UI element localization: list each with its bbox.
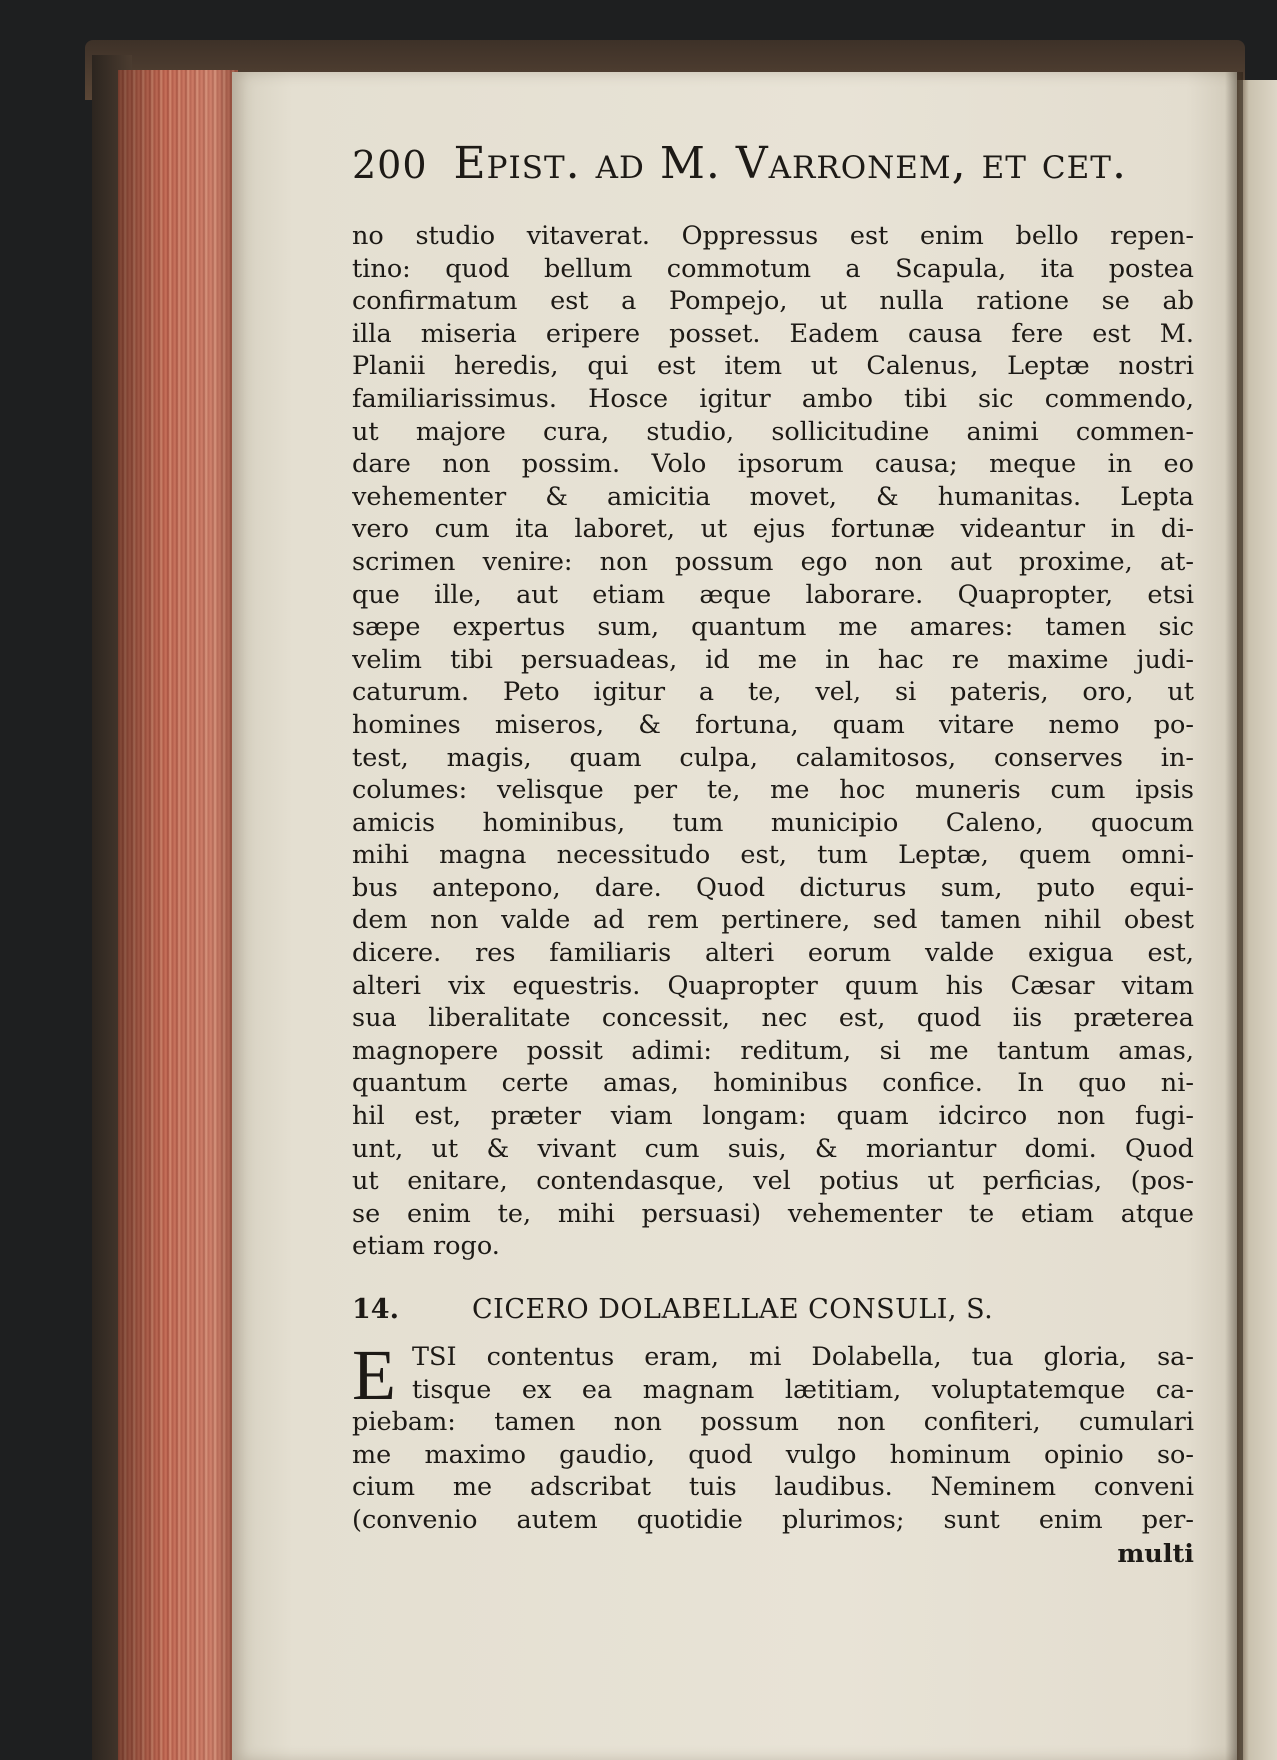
text-line: tino: quod bellum commotum a Scapula, ita postea [352,253,1194,284]
text-line: illa miseria eripere posset. Eadem causa fere est M. [352,318,1194,349]
letter-number: 14. [352,1294,399,1325]
text-line: mihi magna necessitudo est, tum Leptæ, quem omni- [352,840,1194,871]
page-edges-shade [118,70,238,1760]
text-line: caturum. Peto igitur a te, vel, si pateris, oro, ut [352,677,1194,708]
letter-heading [352,1285,1194,1335]
text-line: dare non possim. Volo ipsorum causa; meque in eo [352,449,1194,480]
text-line: homines miseros, & fortuna, quam vitare nemo po- [352,709,1194,740]
text-line: confirmatum est a Pompejo, ut nulla ratione se ab [352,286,1194,317]
text-line: Planii heredis, qui est item ut Calenus, Leptæ nostri [352,351,1194,382]
text-line: ut enitare, contendasque, vel potius ut perficias, (pos- [352,1166,1194,1197]
text-line: dem non valde ad rem pertinere, sed tamen nihil obest [352,905,1194,936]
text-line: columes: velisque per te, me hoc muneris cum ipsis [352,775,1194,806]
letter-line: tisque ex ea magnam lætitiam, voluptatemque ca- [412,1374,1194,1405]
gutter-shadow [1225,72,1243,1760]
text-line: ut majore cura, studio, sollicitudine animi commen- [352,416,1194,447]
running-head [352,138,1194,200]
text-line: vehementer & amicitia movet, & humanitas. Lepta [352,481,1194,512]
letter-title: CICERO DOLABELLAE CONSULI, S. [472,1294,994,1325]
text-line: que ille, aut etiam æque laborare. Quapropter, etsi [352,579,1194,610]
text-line: scrimen venire: non possum ego non aut proxime, at- [352,546,1194,577]
text-line: amicis hominibus, tum municipio Caleno, quocum [352,807,1194,838]
letter-line: (convenio autem quotidie plurimos; sunt enim per- [352,1504,1194,1535]
facing-page-sliver [1237,80,1277,1760]
text-line: familiarissimus. Hosce igitur ambo tibi sic commendo, [352,383,1194,414]
letter-line: me maximo gaudio, quod vulgo hominum opinio so- [352,1439,1194,1470]
text-line: etiam rogo. [352,1231,500,1262]
text-line: dicere. res familiaris alteri eorum valde exigua est, [352,938,1194,969]
text-line: hil est, præter viam longam: quam idcirco non fugi- [352,1101,1194,1132]
continuation-text [352,220,1194,1263]
text-line: alteri vix equestris. Quapropter quum his Cæsar vitam [352,970,1194,1001]
text-line: vero cum ita laboret, ut ejus fortunæ videantur in di- [352,514,1194,545]
text-line: magnopere possit adimi: reditum, si me tantum amas, [352,1035,1194,1066]
letter-body [352,1335,1194,1571]
text-line: unt, ut & vivant cum suis, & moriantur domi. Quod [352,1133,1194,1164]
running-head-title: Epist. ad M. Varronem, et cet. [453,138,1127,189]
text-line: sua liberalitate concessit, nec est, quod iis præterea [352,1003,1194,1034]
page-text [352,138,1194,1571]
page-number: 200 [352,143,428,187]
letter-line: cium me adscribat tuis laudibus. Neminem conveni [352,1472,1194,1503]
drop-cap: E [352,1335,396,1415]
letter-line: piebam: tamen non possum non confiteri, cumulari [352,1407,1194,1438]
text-line: velim tibi persuadeas, id me in hac re maxime judi- [352,644,1194,675]
letter-first-line: TSI contentus eram, mi Dolabella, tua gloria, sa- [412,1342,1194,1372]
text-line: quantum certe amas, hominibus confice. In quo ni- [352,1068,1194,1099]
text-line: bus antepono, dare. Quod dicturus sum, puto equi- [352,872,1194,903]
text-line: sæpe expertus sum, quantum me amares: tamen sic [352,612,1194,643]
text-line: test, magis, quam culpa, calamitosos, conserves in- [352,742,1194,773]
text-line: no studio vitaverat. Oppressus est enim bello repen- [352,221,1194,251]
text-line: se enim te, mihi persuasi) vehementer te etiam atque [352,1198,1194,1229]
catchword: multi [1117,1538,1194,1569]
